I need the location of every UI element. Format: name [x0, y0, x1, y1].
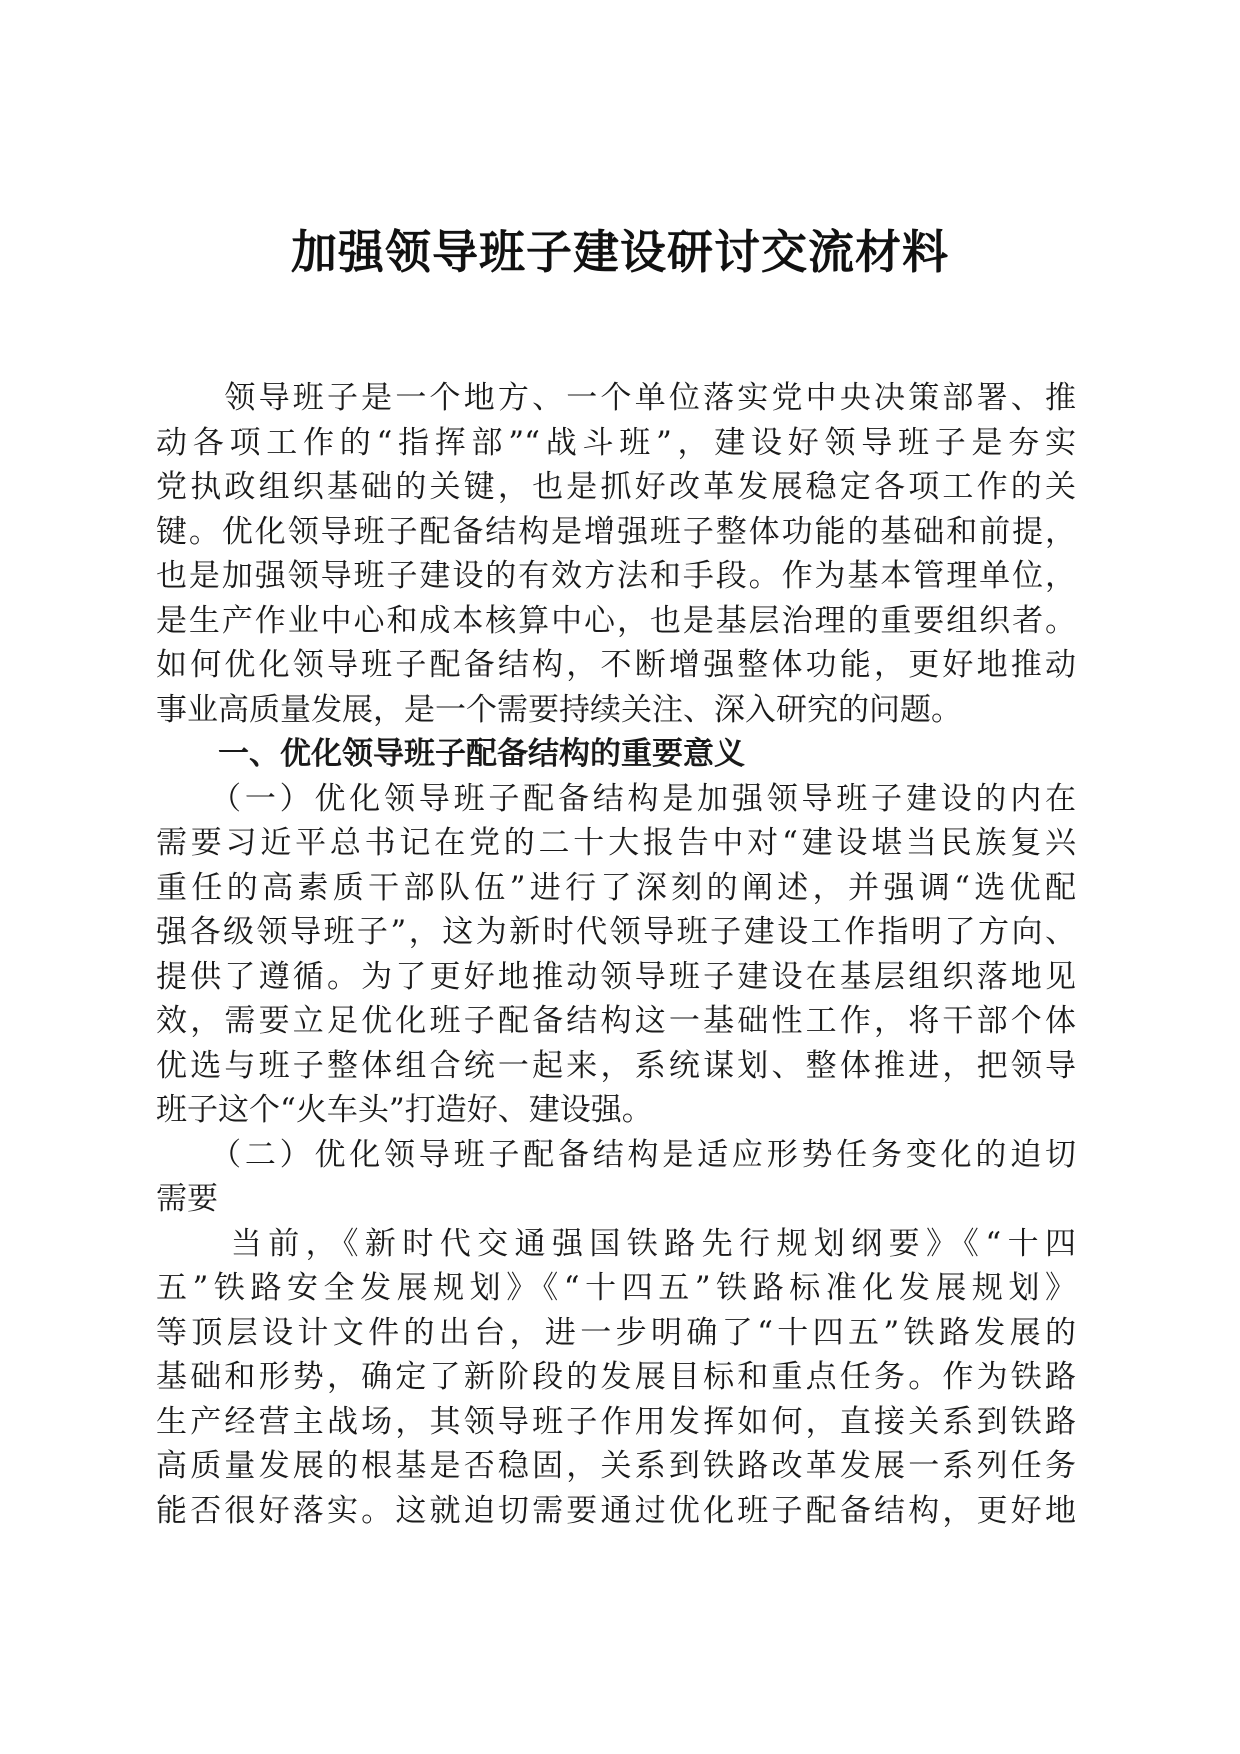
- body-line: （一）优化领导班子配备结构是加强领导班子建设的内在: [156, 780, 1076, 817]
- body-line: 生产经营主战场，其领导班子作用发挥如何，直接关系到铁路: [156, 1403, 1076, 1440]
- document-title: 加强领导班子建设研讨交流材料: [291, 225, 949, 279]
- body-line: 优选与班子整体组合统一起来，系统谋划、整体推进，把领导: [156, 1047, 1076, 1084]
- body-line: 基础和形势，确定了新阶段的发展目标和重点任务。作为铁路: [156, 1359, 1076, 1395]
- subheading-line: 需要: [156, 1181, 218, 1217]
- body-line: 动各项工作的“指挥部”“战斗班”，建设好领导班子是夯实: [156, 424, 1076, 461]
- body-line: 等顶层设计文件的出台，进一步明确了“十四五”铁路发展的: [156, 1314, 1076, 1351]
- body-line: 键。优化领导班子配备结构是增强班子整体功能的基础和前提，: [156, 513, 1076, 550]
- subheading-line: （二）优化领导班子配备结构是适应形势任务变化的迫切: [156, 1136, 1076, 1173]
- body-line: 党执政组织基础的关键，也是抓好改革发展稳定各项工作的关: [156, 469, 1076, 505]
- body-line: 重任的高素质干部队伍”进行了深刻的阐述，并强调“选优配: [156, 869, 1076, 906]
- body-line: 如何优化领导班子配备结构，不断增强整体功能，更好地推动: [156, 647, 1076, 683]
- body-line: 高质量发展的根基是否稳固，关系到铁路改革发展一系列任务: [156, 1448, 1076, 1484]
- body-line: 班子这个“火车头”打造好、建设强。: [156, 1092, 653, 1128]
- body-line: 能否很好落实。这就迫切需要通过优化班子配备结构，更好地: [156, 1492, 1076, 1529]
- body-line: 也是加强领导班子建设的有效方法和手段。作为基本管理单位，: [156, 558, 1076, 594]
- body-line: 需要习近平总书记在党的二十大报告中对“建设堪当民族复兴: [156, 825, 1076, 861]
- section-heading: 一、优化领导班子配备结构的重要意义: [156, 736, 745, 772]
- body-line: 提供了遵循。为了更好地推动领导班子建设在基层组织落地见: [156, 958, 1076, 995]
- body-line: 领导班子是一个地方、一个单位落实党中央决策部署、推: [156, 380, 1076, 416]
- body-line: 效，需要立足优化班子配备结构这一基础性工作，将干部个体: [156, 1003, 1076, 1039]
- body-line: 是生产作业中心和成本核算中心，也是基层治理的重要组织者。: [156, 602, 1076, 639]
- body-line: 强各级领导班子”，这为新时代领导班子建设工作指明了方向、: [156, 914, 1076, 950]
- body-line: 五”铁路安全发展规划》《“十四五”铁路标准化发展规划》: [156, 1270, 1076, 1306]
- document-body: [156, 376, 1076, 1533]
- body-line: 当前，《新时代交通强国铁路先行规划纲要》《“十四: [156, 1225, 1076, 1262]
- body-line: 事业高质量发展，是一个需要持续关注、深入研究的问题。: [156, 691, 962, 728]
